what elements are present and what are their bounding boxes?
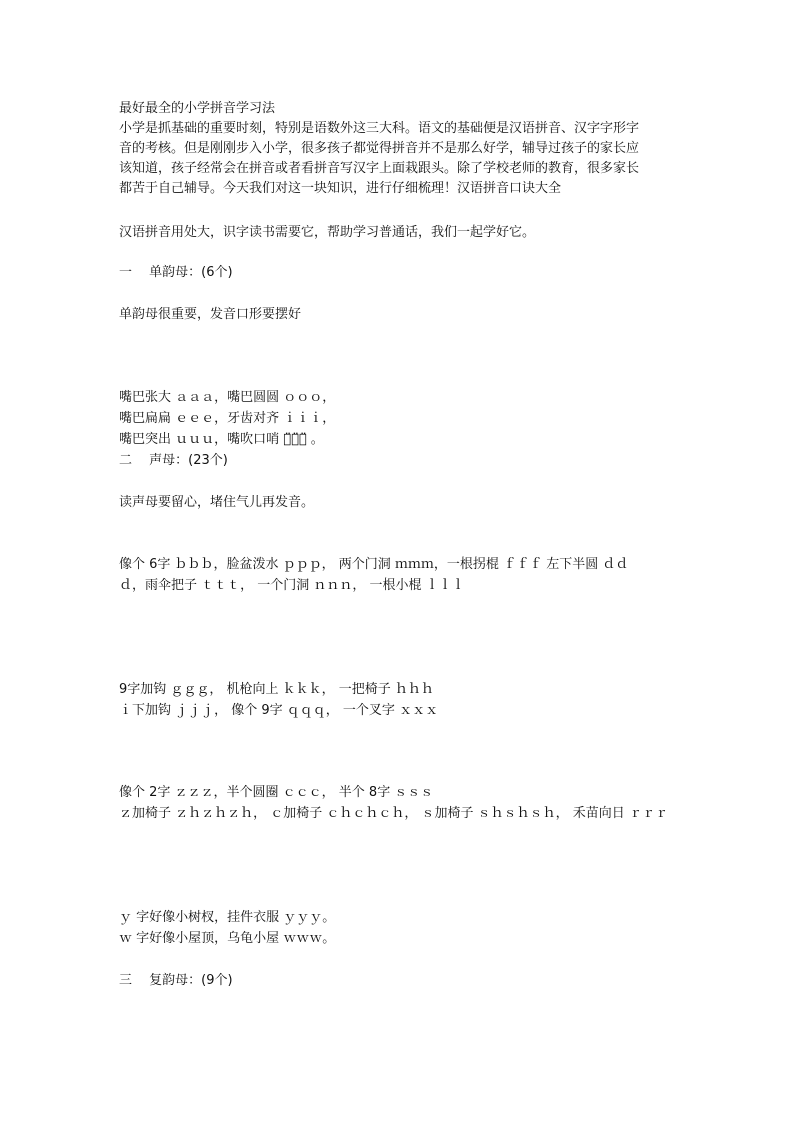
document-title: 最好最全的小学拼音学习法 (119, 101, 276, 116)
intro-line-2: 音的考核。但是刚刚步入小学，很多孩子都觉得拼音并不是那么好学，辅导过孩子的家长应 (119, 141, 640, 156)
intro-line-3: 该知道，孩子经常会在拼音或者看拼音写汉字上面栽跟头。除了学校老师的教育，很多家长 (119, 161, 640, 176)
section-1-rhyme-1: 嘴巴张大 ａａａ，嘴巴圆圆 ｏｏｏ， (119, 390, 336, 405)
intro-line-1: 小学是抓基础的重要时刻，特别是语数外这三大科。语文的基础便是汉语拼音、汉字字形字 (119, 121, 640, 136)
section-1-heading: 一 单韵母：(6个) (119, 265, 233, 280)
section-2-rhyme-7: ｙ 字好像小树杈，挂件衣服 ｙｙｙ。 (119, 910, 336, 925)
section-1-rhyme-3: 嘴巴突出 ｕｕｕ，嘴吹口哨 ｕ̈ｕ̈ｕ̈ 。 (119, 432, 324, 447)
section-1-note: 单韵母很重要，发音口形要摆好 (119, 307, 302, 322)
intro-line-4: 都苦于自己辅导。今天我们对这一块知识，进行仔细梳理！汉语拼音口诀大全 (119, 181, 562, 196)
slogan-text: 汉语拼音用处大，识字读书需要它，帮助学习普通话，我们一起学好它。 (119, 225, 536, 240)
section-2-rhyme-2: ｄ，雨伞把子 ｔｔｔ， 一个门洞 ｎｎｎ， 一根小棍 ｌｌｌ (119, 578, 465, 593)
section-2-heading: 二 声母：(23个) (119, 453, 228, 468)
section-2-rhyme-8: ｗ 字好像小屋顶，乌龟小屋 ｗｗｗ。 (119, 931, 336, 946)
section-3-heading: 三 复韵母：(9个) (119, 973, 233, 988)
section-2-rhyme-6: ｚ加椅子 ｚｈｚｈｚｈ， ｃ加椅子 ｃｈｃｈｃｈ， ｓ加椅子 ｓｈｓｈｓｈ， 禾苗向日 ｒｒｒ (119, 806, 668, 821)
section-2-note: 读声母要留心，堵住气儿再发音。 (119, 495, 315, 510)
section-2-rhyme-4: ｉ下加钩 ｊｊｊ， 像个 9字 ｑｑｑ， 一个叉字 ｘｘｘ (119, 703, 439, 718)
section-1-rhyme-2: 嘴巴扁扁 ｅｅｅ，牙齿对齐 ｉｉｉ， (119, 411, 336, 426)
section-2-rhyme-1: 像个 6字 ｂｂｂ，脸盆泼水 ｐｐｐ， 两个门洞 ｍｍｍ，一根拐棍 ｆｆｆ 左下半圆 ｄｄ (119, 557, 629, 572)
section-2-rhyme-3: 9字加钩 ｇｇｇ， 机枪向上 ｋｋｋ， 一把椅子 ｈｈｈ (119, 682, 434, 697)
section-2-rhyme-5: 像个 2字 ｚｚｚ，半个圆圈 ｃｃｃ， 半个 8字 ｓｓｓ (119, 785, 434, 800)
